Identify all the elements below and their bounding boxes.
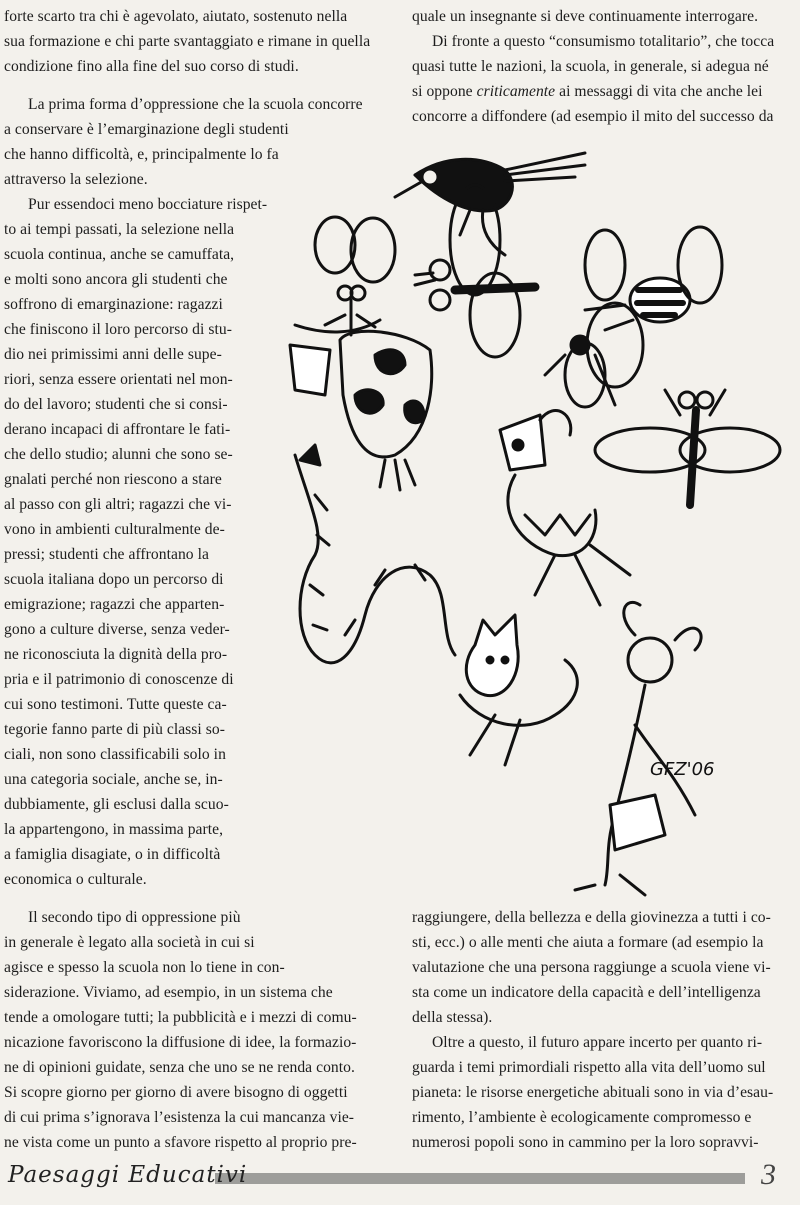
text-line: della stessa). [412, 1009, 493, 1026]
text-line: ne vista come un punto a sfavore rispetto al proprio pre- [4, 1134, 357, 1151]
text-line: ne riconosciuta la dignità della pro- [4, 646, 228, 663]
text-line: emigrazione; ragazzi che apparten- [4, 596, 225, 613]
text-line: Si scopre giorno per giorno di avere bisogno di oggetti [4, 1084, 348, 1101]
text-line: e molti sono ancora gli studenti che [4, 271, 228, 288]
text-line: soffrono di emarginazione: ragazzi [4, 296, 223, 313]
text-line: che finiscono il loro percorso di stu- [4, 321, 232, 338]
text-line: do del lavoro; studenti che si consi- [4, 396, 228, 413]
text-run: si oppone [412, 83, 477, 100]
text-line: scuola italiana dopo un percorso di [4, 571, 224, 588]
text-line: concorre a diffondere (ad esempio il mito del successo da [412, 108, 774, 125]
text-line: derano incapaci di affrontare le fati- [4, 421, 231, 438]
text-line: numerosi popoli sono in cammino per la loro sopravvi- [412, 1134, 759, 1151]
text-line [412, 79, 763, 105]
cow-drawing [290, 320, 432, 490]
bee-drawing [585, 227, 722, 330]
text-line: quale un insegnante si deve continuamente interrogare. [412, 8, 759, 25]
text-line: pria e il patrimonio di conoscenze di [4, 671, 234, 688]
fly-drawing [315, 217, 395, 335]
text-line: forte scarto tra chi è agevolato, aiutato, sostenuto nella [4, 8, 348, 25]
text-line: una categoria sociale, anche se, in- [4, 771, 223, 788]
text-line: condizione fino alla fine del suo corso di studi. [4, 58, 299, 75]
text-run: ai messaggi di vita che anche lei [555, 83, 763, 100]
text-line: a conservare è l’emarginazione degli studenti [4, 121, 289, 138]
text-line: che dello studio; alunni che sono se- [4, 446, 233, 463]
signature: GFZ'06 [650, 759, 715, 780]
text-line: pressi; studenti che affrontano la [4, 546, 209, 563]
text-line: cui sono testimoni. Tutte queste ca- [4, 696, 227, 713]
text-line: la appartengono, in massima parte, [4, 821, 224, 838]
text-line: rimento, l’ambiente è ecologicamente compromesso e [412, 1109, 752, 1126]
woman-drawing [575, 602, 701, 895]
text-line: La prima forma d’oppressione che la scuola concorre [28, 96, 363, 113]
text-line: attraverso la selezione. [4, 171, 148, 188]
text-line: al passo con gli altri; ragazzi che vi- [4, 496, 232, 513]
text-line: riori, senza essere orientati nel mon- [4, 371, 233, 388]
text-line: to ai tempi passati, la selezione nella [4, 221, 235, 238]
text-line: che hanno difficoltà, e, principalmente lo fa [4, 146, 279, 163]
text-line: Oltre a questo, il futuro appare incerto per quanto ri- [432, 1034, 763, 1051]
snake-drawing [295, 445, 455, 663]
text-line: agisce e spesso la scuola non lo tiene in con- [4, 959, 285, 976]
text-line: nicazione favoriscono la diffusione di idee, la formazio- [4, 1034, 357, 1051]
text-line: sua formazione e chi parte svantaggiato e rimane in quella [4, 33, 371, 50]
mosquito-drawing [545, 303, 643, 407]
text-line: sta come un indicatore della capacità e dell’intelligenza [412, 984, 761, 1001]
illustration [255, 115, 800, 905]
text-line: valutazione che una persona raggiunge a scuola viene vi- [412, 959, 771, 976]
text-line: dubbiamente, gli esclusi dalla scuo- [4, 796, 229, 813]
text-line: economica o culturale. [4, 871, 147, 888]
magazine-logo: Paesaggi Educativi [8, 1162, 248, 1188]
text-line: gnalati perché non riescono a stare [4, 471, 222, 488]
text-line: ciali, non sono classificabili solo in [4, 746, 226, 763]
text-line: guarda i temi primordiali rispetto alla vita dell’uomo sul [412, 1059, 766, 1076]
text-line: quasi tutte le nazioni, la scuola, in generale, si adegua né [412, 58, 769, 75]
footer-band [215, 1173, 745, 1184]
text-line: sti, ecc.) o alle menti che aiuta a formare (ad esempio la [412, 934, 764, 951]
text-line: raggiungere, della bellezza e della giovinezza a tutti i co- [412, 909, 771, 926]
text-line: scuola continua, anche se camuffata, [4, 246, 235, 263]
text-line: vono in ambienti culturalmente de- [4, 521, 225, 538]
text-line: siderazione. Viviamo, ad esempio, in un sistema che [4, 984, 333, 1001]
text-line: di cui prima s’ignorava l’esistenza la cui mancanza vie- [4, 1109, 355, 1126]
text-line: Il secondo tipo di oppressione più [28, 909, 241, 926]
page-number: 3 [761, 1158, 776, 1191]
text-line: tende a omologare tutti; la pubblicità e i mezzi di comu- [4, 1009, 357, 1026]
fly-right-drawing [595, 390, 780, 505]
text-line: tegorie fanno parte di più classi so- [4, 721, 225, 738]
text-line: dio nei primissimi anni delle supe- [4, 346, 222, 363]
text-line: in generale è legato alla società in cui si [4, 934, 255, 951]
cat-drawing [460, 615, 577, 765]
bird-drawing [395, 153, 585, 255]
goat-drawing [500, 411, 630, 605]
text-line: pianeta: le risorse energetiche abituali sono in via d’esau- [412, 1084, 774, 1101]
text-line: Pur essendoci meno bocciature rispet- [28, 196, 268, 213]
italic-run: criticamente [476, 83, 556, 100]
text-line: Di fronte a questo “consumismo totalitario”, che tocca [432, 33, 775, 50]
text-line: ne di opinioni guidate, senza che uno se ne renda conto. [4, 1059, 355, 1076]
text-line: a famiglia disagiate, o in difficoltà [4, 846, 221, 863]
text-line: gono a culture diverse, senza veder- [4, 621, 230, 638]
